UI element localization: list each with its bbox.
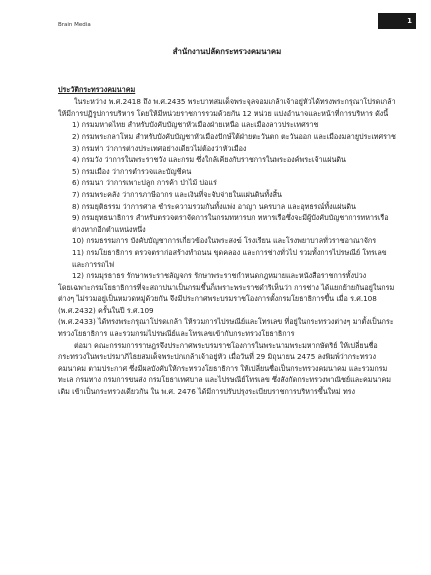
list-item: 4) กรมวัง ว่าการในพระราชวัง และกรม ซึ่งใกล้เคียงกับราชการในพระองค์พระเจ้าแผ่นดิน bbox=[72, 155, 346, 165]
paragraph-last: ต่อมา คณะกรรมการราษฎรจึงประกาศพระบรมราชโองการในพระนามพระมหากษัตริย์ ให้เปลี่ยนชื่อกระทรวงในพระปรมาภิไธยสมเด็จพระปกเกล้าเจ้าอยู่หัว เมื่อวันที่ 29 มิถุนายน 2475 ลงพิมพ์ว่ากระทรวงคมนาคม ตามประกาศ ซึ่งมีผลบังคับให้กระทรวงโยธาธิการ ให้เปลี่ยนชื่อเป็นกระทรวงคมนาคม และรวมกรมทะเล กรมทาง กรมการขนส่ง กรมโยธาเทศบาล และไปรษณีย์โทรเลข ซึ่งสังกัดกระทรวงพาณิชย์และคมนาคมเดิม เข้าเป็นกระทรวงเดียวกัน ใน พ.ศ. 2476 ได้มีการปรับปรุงระเบียบราชการบริหารขึ้นใหม่ ทรง bbox=[58, 340, 392, 397]
page-number-badge: 1 bbox=[378, 13, 416, 29]
list-item: 9) กรมยุทธนาธิการ สำหรับตรวจตราจัดการในกรมทหารบก ทหารเรือซึ่งจะมีผู้บังคับบัญชาการทหารเรือต่างหากอีกตำแหน่งหนึ่ง bbox=[72, 213, 389, 234]
section-heading: ประวัติกระทรวงคมนาคม bbox=[58, 84, 136, 94]
list-item: 8) กรมยุติธรรม ว่าการศาล ชำระความรวมกันทั้งแพ่ง อาญา นครบาล และอุทธรณ์ทั้งแผ่นดิน bbox=[72, 201, 356, 211]
list-item: 11) กรมโยธาธิการ ตรวจตราก่อสร้างทำถนน ขุดคลอง และการช่างทั่วไป รวมทั้งการไปรษณีย์ โทรเลข และการรถไฟ bbox=[72, 247, 387, 269]
brand-label: Brain Media bbox=[58, 22, 91, 28]
page-header bbox=[0, 0, 431, 30]
agency-list bbox=[58, 119, 396, 281]
document-body bbox=[58, 40, 396, 398]
list-item: 1) กรมมหาดไทย สำหรับบังคับบัญชาหัวเมืองฝ่ายเหนือ และเมืองลาวประเทศราช bbox=[72, 120, 319, 130]
paragraph-after-list: โดยเฉพาะกรมโยธาธิการที่จะสถาปนาเป็นกรมขึ้นก็เพราะพระราชดำริเห็นว่า การช่าง ได้แยกย้ายกันอยู่ในกรมต่างๆ ไม่รวมอยู่เป็นหมวดหมู่ด้วยกัน จึงมีประกาศพระบรมราชโองการตั้งกรมโยธาธิการขึ้น เมื่อ ร.ศ.108 (พ.ศ.2432) ครั้นในปี ร.ศ.109 bbox=[58, 282, 395, 315]
paragraph-2433: (พ.ศ.2433) ได้ทรงพระกรุณาโปรดเกล้า ให้รวมการไปรษณีย์และโทรเลข ที่อยู่ในกระทรวงต่างๆ มาตั้งเป็นกระทรวงโยธาธิการ และรวมกรมไปรษณีย์และโทรเลขเข้ากับกระทรวงโยธาธิการ bbox=[58, 317, 394, 339]
list-item: 10) กรมธรรมการ บังคับบัญชาการเกี่ยวข้องในพระสงฆ์ โรงเรียน และโรงพยาบาลทั่วราชอาณาจักร bbox=[72, 236, 377, 246]
list-item: 12) กรมมุรธาธร รักษาพระราชลัญจกร รักษาพระราชกำหนดกฎหมายและหนังสือราชการทั้งปวง bbox=[72, 271, 367, 281]
list-item: 3) กรมท่า ว่าการต่างประเทศอย่างเดียวไม่ต้องว่าหัวเมือง bbox=[72, 143, 247, 153]
list-item: 7) กรมพระคลัง ว่าการภาษีอากร และเงินที่จะจับจ่ายในแผ่นดินทั้งสิ้น bbox=[72, 189, 282, 199]
list-item: 6) กรมนา ว่าการเพาะปลูก การค้า ป่าไม้ บ่อแร่ bbox=[72, 178, 217, 188]
list-item: 5) กรมเมือง ว่าการตำรวจและบัญชีคน bbox=[72, 166, 192, 176]
list-item: 2) กรมพระกลาโหม สำหรับบังคับบัญชาหัวเมืองปักษ์ใต้ฝ่ายตะวันตก ตะวันออก และเมืองมลายูประเทศราช bbox=[72, 131, 396, 141]
document-title: สำนักงานปลัดกระทรวงคมนาคม bbox=[172, 47, 282, 56]
intro-paragraph: ในระหว่าง พ.ศ.2418 ถึง พ.ศ.2435 พระบาทสมเด็จพระจุลจอมเกล้าเจ้าอยู่หัวได้ทรงพระกรุณาโปรดเกล้า ให้มีการปฏิรูปการบริหาร โดยให้มีหน่วยราชการรวมด้วยกัน 12 หน่วย แบ่งอำนาจและหน้าที่การบริหาร ดังนี้ bbox=[58, 97, 396, 118]
